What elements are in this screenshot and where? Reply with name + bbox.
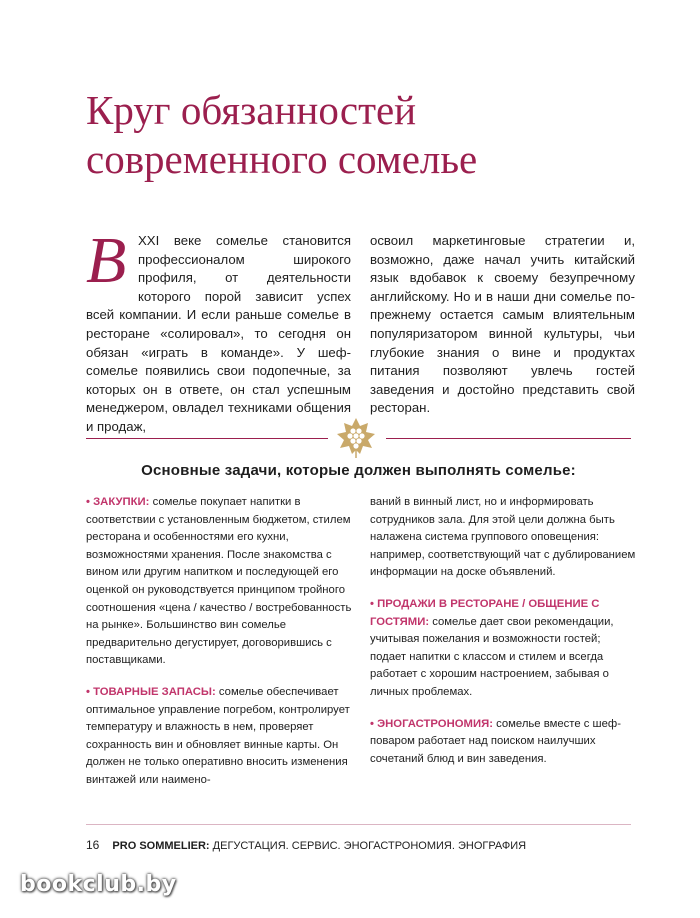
- page-footer: [86, 838, 526, 852]
- task-enogastronomy-head: • ЭНОГАСТРОНОМИЯ:: [370, 717, 493, 730]
- task-sales-text: сомелье дает свои рекомендации, учитывая пожелания и возможности гостей; подает напитки с классом и стилем и всегда работает с хорошим настроением, забывая о личных проблемах.: [370, 615, 614, 698]
- tasks-right-column: [370, 494, 638, 782]
- task-purchases-text: сомелье покупает напитки в соответствии с установленным бюджетом, стилем ресторана и особенностями его кухни, возможностями хранения. После знакомства с вином или другим напитком и последующей его оценкой он руководствуется принципом тройного соотношения «цена / качество / востребованность на рынке». Большинство вин сомелье предварительно дегустирует, договорившись с поставщиками.: [86, 496, 352, 667]
- task-stock-text: сомелье обеспечивает оптимальное управление погребом, контролирует температуру и влажность в нем, проверяет сохранность вин и обновляет винные карты. Он должен не только оперативно вносить изменения винтажей или наимено-: [86, 685, 350, 786]
- task-enogastronomy: [370, 716, 638, 769]
- tasks-heading: Основные задачи, которые должен выполнять сомелье:: [141, 462, 576, 479]
- title-line-2: современного сомелье: [86, 136, 478, 182]
- title-line-1: Круг обязанностей: [86, 87, 417, 133]
- divider-line-right: [386, 438, 631, 439]
- footer-rule: [86, 824, 631, 825]
- intro-left-text: XXI веке сомелье становится профессионалом широкого профиля, от деятельности которого порой зависит успех всей компании. И если раньше сомелье в ресторане «солировал», то сегодня он обязан «играть в команде». У шеф-сомелье появились свои подопечные, за которых он в ответе, он стал успешным менеджером, овладел техниками общения и продаж,: [86, 233, 351, 434]
- task-stock-head: • ТОВАРНЫЕ ЗАПАСЫ:: [86, 685, 216, 698]
- grape-leaf-icon: [332, 414, 380, 462]
- task-sales: [370, 596, 638, 702]
- divider-line-left: [86, 438, 328, 439]
- task-stock-continued: [370, 494, 638, 582]
- task-stock-continued-text: ваний в винный лист, но и информировать сотрудников зала. Для этой цели должна быть налажена система группового оповещения: например, соответствующий чат с дублированием информации на доске объявлений.: [370, 496, 636, 579]
- task-enogastronomy-text: сомелье вместе с шеф-поваром работает над поиском наилучших сочетаний блюд и вин заведения.: [370, 717, 621, 765]
- intro-right-text: освоил маркетинговые стратегии и, возможно, даже начал учить китайский язык вдобавок к своему безупречному английскому. Но и в наши дни сомелье по-прежнему остается самым влиятельным популяризатором винной культуры, чьи глубокие знания о вине и продуктах питания позволяют увлечь гостей заведения и достойно представить свой ресторан.: [370, 233, 635, 416]
- intro-right-column: [370, 232, 635, 418]
- tasks-left-column: [86, 494, 354, 804]
- task-purchases: [86, 494, 354, 670]
- footer-subtitle: ДЕГУСТАЦИЯ. СЕРВИС. ЭНОГАСТРОНОМИЯ. ЭНОГРАФИЯ: [212, 840, 527, 852]
- page-number: 16: [86, 838, 100, 852]
- dropcap-letter: В: [86, 224, 127, 297]
- watermark: bookclub.by: [20, 872, 177, 897]
- footer-series: PRO SOMMELIER:: [112, 840, 210, 852]
- task-sales-head: • ПРОДАЖИ В РЕСТОРАНЕ / ОБЩЕНИЕ С ГОСТЯМИ:: [370, 597, 600, 628]
- intro-left-column: [86, 224, 351, 437]
- task-stock: [86, 684, 354, 790]
- page-title: [86, 86, 646, 184]
- task-purchases-head: • ЗАКУПКИ:: [86, 496, 150, 508]
